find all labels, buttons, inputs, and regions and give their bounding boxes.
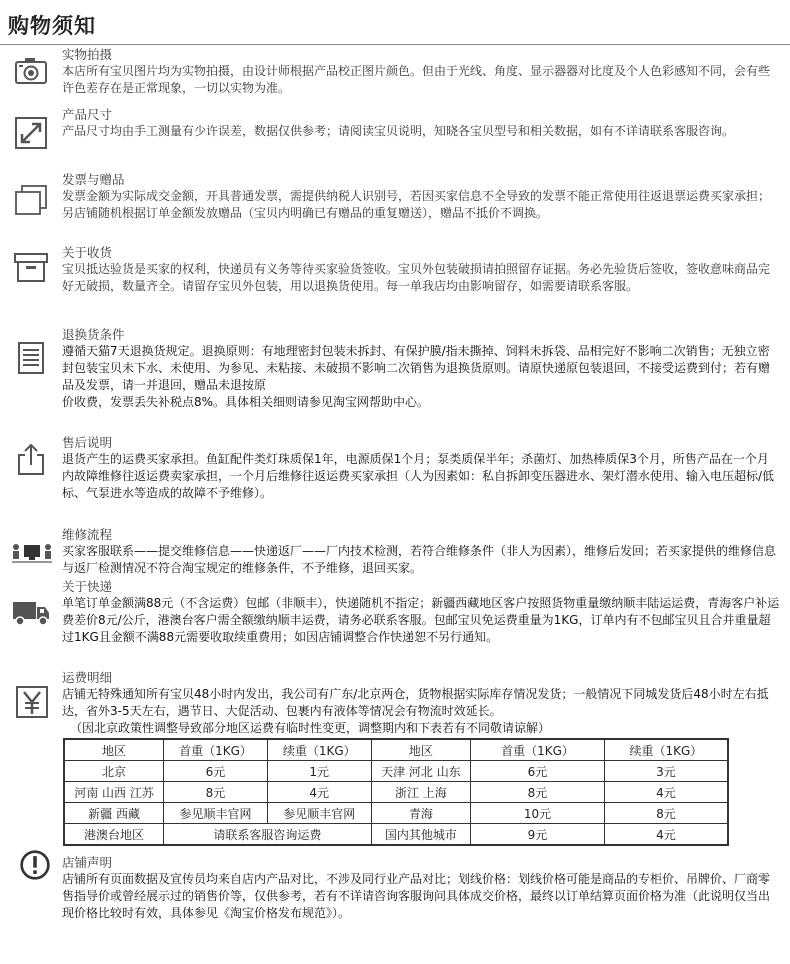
section-title: 关于快递 bbox=[62, 579, 113, 594]
section-body: 遵循天猫7天退换货规定。退换原则：有地理密封包装未拆封、有保护膜/指未撕掉、饲料未拆袋、品相完好不影响二次销售；无独立密封包装宝贝未下水、未使用、为参见、未粘接、未破损不影响二次销售为退换货原则。请原快递原包装退回，不接受运费到付；若有赠品及发票，请一并退回，赠品未退按原 bbox=[62, 344, 771, 392]
section-body: 单笔订单金额满88元（不含运费）包邮（非顺丰），快递随机不指定；新疆西藏地区客户按照货物重量缴纳顺丰陆运运费，青海客户补运费差价8元/公斤，港澳台客户需全额缴纳顺丰运费，请务必联系客服。包邮宝贝免运费重量为1KG，订单内有不包邮宝贝且合并重量超过1KG且金额不满88元需要收取续重费用；如因店铺调整合作快递恕不另行通知。 bbox=[62, 596, 780, 644]
resize-arrow-icon bbox=[13, 115, 49, 151]
table-cell: 6元 bbox=[164, 761, 268, 782]
table-cell: 10元 bbox=[471, 803, 605, 824]
table-cell: 4元 bbox=[267, 782, 371, 803]
shipping-table bbox=[63, 738, 729, 846]
page-header bbox=[0, 0, 790, 45]
section-body: 产品尺寸均由手工测量有少许误差，数据仅供参考；请阅读宝贝说明，知晓各宝贝型号和相关数据，如有不详请联系客服咨询。 bbox=[62, 124, 735, 138]
table-cell: 9元 bbox=[471, 824, 605, 846]
table-cell: 8元 bbox=[164, 782, 268, 803]
section-title: 关于收货 bbox=[62, 245, 113, 260]
section-title: 实物拍摄 bbox=[62, 47, 113, 62]
table-cell: 请联系客服咨询运费 bbox=[164, 824, 372, 846]
table-header-cell: 地区 bbox=[371, 739, 471, 761]
table-cell: 8元 bbox=[604, 803, 728, 824]
table-cell: 4元 bbox=[604, 824, 728, 846]
section-title: 维修流程 bbox=[62, 527, 113, 542]
yen-icon bbox=[14, 684, 50, 720]
table-cell: 4元 bbox=[604, 782, 728, 803]
table-cell: 国内其他城市 bbox=[371, 824, 471, 846]
share-icon bbox=[13, 441, 49, 477]
table-header-row bbox=[64, 739, 728, 761]
section-title: 退换货条件 bbox=[62, 327, 125, 342]
section-body: 宝贝抵达验货是买家的权利，快递员有义务等待买家验货签收。宝贝外包装破损请拍照留存证据。务必先验货后签收，签收意味商品完好无破损，数量齐全。请留存宝贝外包装，用以退换货使用。每一单我店均由影响留存，如需要请联系客服。 bbox=[62, 262, 771, 293]
table-cell: 参见顺丰官网 bbox=[267, 803, 371, 824]
section-title: 店铺声明 bbox=[62, 855, 113, 870]
section-body: 本店所有宝贝图片均为实物拍摄，由设计师根据产品校正图片颜色。但由于光线、角度、显示器器对比度及个人色彩感知不同，会有些许色差存在是正常现象，一切以实物为准。 bbox=[62, 64, 771, 95]
section-title: 运费明细 bbox=[62, 670, 113, 685]
freight-note: （因北京政策性调整导致部分地区运费有临时性变更，调整期内和下表若有不同敬请谅解） bbox=[70, 721, 551, 735]
table-cell: 天津 河北 山东 bbox=[371, 761, 471, 782]
table-cell: 港澳台地区 bbox=[64, 824, 164, 846]
table-cell: 河南 山西 江苏 bbox=[64, 782, 164, 803]
section-title: 售后说明 bbox=[62, 435, 113, 450]
table-cell: 青海 bbox=[371, 803, 471, 824]
table-cell: 3元 bbox=[604, 761, 728, 782]
section-body: 发票金额为实际成交金额，开具普通发票，需提供纳税人识别号，若因买家信息不全导致的发票不能正常使用往返退票运费买家承担；另店铺随机根据订单金额发放赠品（宝贝内明确已有赠品的重复赠送），赠品不抵价不调换。 bbox=[62, 189, 771, 220]
list-document-icon bbox=[13, 340, 49, 376]
table-cell: 8元 bbox=[471, 782, 605, 803]
table-header-cell: 续重（1KG） bbox=[604, 739, 728, 761]
section-body-continued: 价收费，发票丢失补税点8%。具体相关细则请参见淘宝网帮助中心。 bbox=[62, 395, 430, 409]
table-cell: 1元 bbox=[267, 761, 371, 782]
section-body: 店铺无特殊通知所有宝贝48小时内发出，我公司有广东/北京两仓，货物根据实际库存情况发货；一般情况下同城发货后48小时左右抵达，省外3-5天左右，遇节日、大促活动、包裹内有液体等情况会有物流时效延长。 bbox=[62, 687, 769, 718]
section-body: 退货产生的运费买家承担。鱼缸配件类灯珠质保1年，电源质保1个月；泵类质保半年；杀菌灯、加热棒质保3个月，所售产品在一个月内故障维修往返运费卖家承担，一个月后维修往返运费买家承担（人为因素如：私自拆卸变压器进水、架灯潜水使用、输入电压超标/低标、气泵进水等造成的故障不予维修）。 bbox=[62, 452, 775, 500]
section-title: 发票与赠品 bbox=[62, 172, 125, 187]
section-body: 买家客服联系——提交维修信息——快递返厂——厂内技术检测，若符合维修条件（非人为因素），维修后发回；若买家提供的维修信息与返厂检测情况不符合淘宝规定的维修条件，不予维修，退回买家。 bbox=[62, 544, 777, 575]
table-row bbox=[64, 824, 728, 846]
table-cell: 新疆 西藏 bbox=[64, 803, 164, 824]
table-row bbox=[64, 782, 728, 803]
table-header-cell: 地区 bbox=[64, 739, 164, 761]
box-icon bbox=[13, 249, 49, 285]
truck-icon bbox=[11, 593, 51, 629]
table-row bbox=[64, 761, 728, 782]
page-title: 购物须知 bbox=[8, 14, 96, 38]
table-cell: 参见顺丰官网 bbox=[164, 803, 268, 824]
repair-flow-icon bbox=[10, 533, 54, 569]
table-cell: 北京 bbox=[64, 761, 164, 782]
table-row bbox=[64, 803, 728, 824]
table-header-cell: 首重（1KG） bbox=[164, 739, 268, 761]
section-body: 店铺所有页面数据及宣传员均来自店内产品对比，不涉及同行业产品对比；划线价格：划线价格可能是商品的专柜价、吊牌价、厂商零售指导价或曾经展示过的销售价等，仅供参考，若有不详请咨询客服询问具体成交价格，最终以订单结算页面价格为准（此说明仅当出现价格比较时有效，具体参见《淘宝价格发布规范》）。 bbox=[62, 872, 771, 920]
section-title: 产品尺寸 bbox=[62, 107, 113, 122]
table-header-cell: 续重（1KG） bbox=[267, 739, 371, 761]
table-header-cell: 首重（1KG） bbox=[471, 739, 605, 761]
table-cell: 浙江 上海 bbox=[371, 782, 471, 803]
camera-icon bbox=[13, 53, 49, 89]
documents-icon bbox=[13, 182, 49, 218]
table-cell: 6元 bbox=[471, 761, 605, 782]
exclamation-icon bbox=[19, 849, 51, 881]
